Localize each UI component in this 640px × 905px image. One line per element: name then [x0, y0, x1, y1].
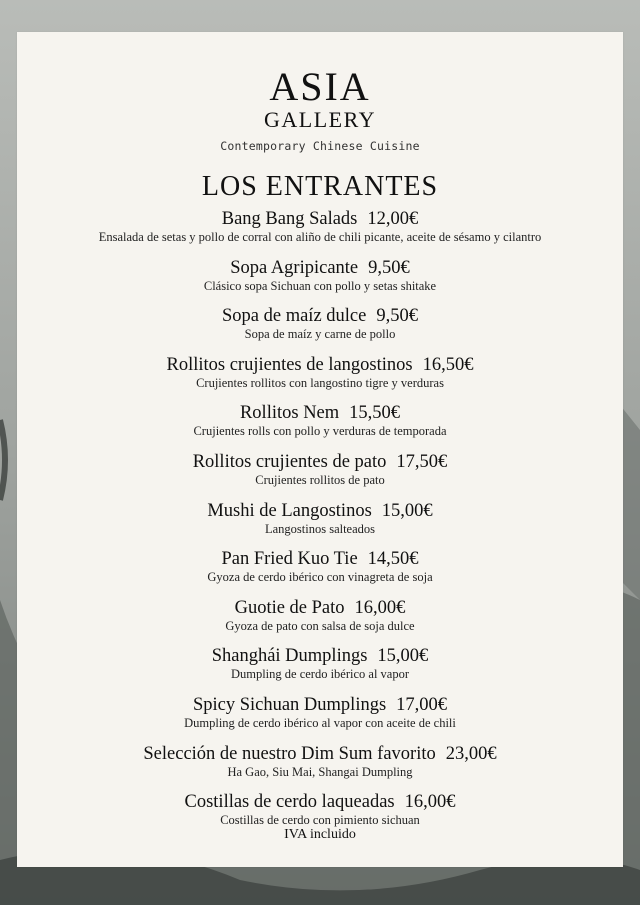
dish-line: [17, 402, 623, 424]
menu-item: [17, 402, 623, 451]
dish-line: [17, 645, 623, 667]
dish-description: Clásico sopa Sichuan con pollo y setas shitake: [203, 278, 437, 293]
dish-price: 17,50€: [396, 451, 448, 472]
dish-price: 9,50€: [376, 306, 418, 327]
dish-name: Rollitos crujientes de pato: [192, 451, 387, 472]
dish-name: Selección de nuestro Dim Sum favorito: [143, 743, 436, 764]
dish-line: [17, 305, 623, 327]
menu-card: [17, 32, 623, 867]
dish-name: Shanghái Dumplings: [211, 646, 368, 667]
dish-line: [17, 208, 623, 230]
dish-price: 15,00€: [377, 646, 429, 667]
dish-description: Dumpling de cerdo ibérico al vapor: [230, 667, 410, 682]
dish-name: Bang Bang Salads: [221, 209, 358, 229]
dish-line: [17, 354, 623, 376]
dish-name: Sopa Agripicante: [230, 257, 359, 278]
dish-description: Sopa de maíz y carne de pollo: [244, 327, 396, 342]
menu-item: [17, 743, 623, 792]
tax-note: IVA incluido: [284, 827, 356, 842]
dish-line: [17, 500, 623, 522]
menu-item: [17, 354, 623, 403]
menu-item: [17, 597, 623, 646]
menu-item: [17, 451, 623, 500]
dish-name: Guotie de Pato: [234, 597, 345, 618]
dish-price: 16,50€: [422, 354, 474, 375]
dish-price: 16,00€: [354, 597, 406, 618]
dish-name: Pan Fried Kuo Tie: [221, 549, 358, 570]
dish-line: [17, 694, 623, 716]
dish-description: Dumpling de cerdo ibérico al vapor con aceite de chili: [184, 715, 456, 730]
dish-name: Costillas de cerdo laqueadas: [184, 792, 395, 813]
dish-line: [17, 257, 623, 279]
dish-price: 15,00€: [381, 500, 433, 521]
dish-line: [17, 548, 623, 570]
menu-item: [17, 257, 623, 306]
menu-item: [17, 208, 623, 257]
dish-line: [17, 743, 623, 765]
dish-description: Ha Gao, Siu Mai, Shangai Dumpling: [227, 764, 413, 779]
dish-price: 17,00€: [396, 694, 448, 715]
dish-name: Spicy Sichuan Dumplings: [192, 694, 387, 715]
section-title: LOS ENTRANTES: [201, 171, 439, 202]
dish-description: Langostinos salteados: [264, 521, 376, 536]
restaurant-subname: GALLERY: [264, 107, 376, 132]
restaurant-name: ASIA: [269, 64, 371, 109]
dish-line: [17, 791, 623, 813]
menu-item: [17, 305, 623, 354]
dish-price: 9,50€: [368, 257, 410, 278]
dish-description: Costillas de cerdo con pimiento sichuan: [220, 813, 420, 828]
dish-price: 12,00€: [367, 209, 419, 229]
menu-item: [17, 645, 623, 694]
menu-item: [17, 500, 623, 549]
restaurant-tagline: Contemporary Chinese Cuisine: [220, 139, 420, 153]
dish-price: 23,00€: [445, 743, 497, 764]
dish-name: Sopa de maíz dulce: [222, 306, 367, 327]
dish-line: [17, 597, 623, 619]
dish-price: 15,50€: [349, 403, 401, 424]
dish-price: 16,00€: [404, 792, 456, 813]
dish-description: Crujientes rollitos de pato: [255, 472, 385, 487]
dish-description: Gyoza de cerdo ibérico con vinagreta de soja: [207, 570, 433, 585]
dish-name: Rollitos Nem: [239, 403, 340, 424]
dish-description: Crujientes rollitos con langostino tigre y verduras: [196, 375, 444, 390]
dish-price: 14,50€: [367, 549, 419, 570]
dish-name: Rollitos crujientes de langostinos: [166, 354, 413, 375]
dish-name: Mushi de Langostinos: [207, 500, 372, 521]
menu-item: [17, 694, 623, 743]
menu-list: [17, 208, 623, 840]
dish-description: Crujientes rolls con pollo y verduras de temporada: [193, 424, 447, 439]
dish-description: Ensalada de setas y pollo de corral con aliño de chili picante, aceite de sésamo y cilantro: [98, 230, 542, 244]
dish-description: Gyoza de pato con salsa de soja dulce: [225, 618, 415, 633]
menu-item: [17, 548, 623, 597]
dish-line: [17, 451, 623, 473]
